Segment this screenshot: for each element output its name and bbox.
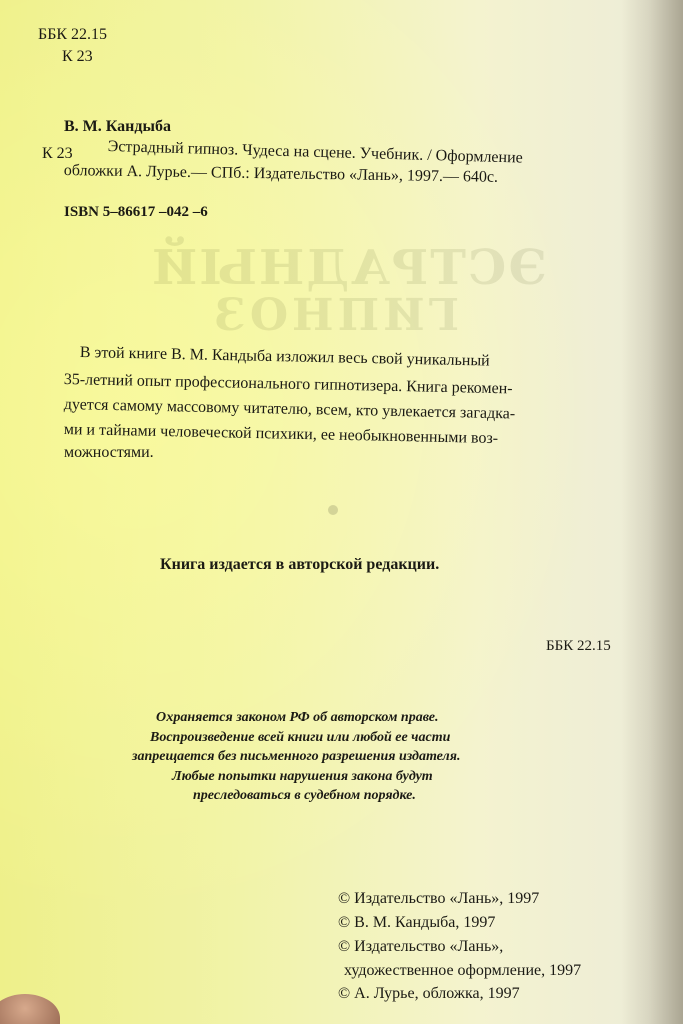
copyright-line-4: художественное оформление, 1997 xyxy=(344,962,582,979)
copyright-line-3: © Издательство «Лань», xyxy=(338,938,504,955)
copyright-notice-line-2: Воспроизведение всей книги или любой ее части xyxy=(150,730,451,745)
annotation-line-2: 35-летний опыт профессионального гипнотизера. Книга рекомен- xyxy=(63,371,513,398)
copyright-notice-line-4: Любые попытки нарушения закона будут xyxy=(172,769,433,784)
copyright-notice-line-1: Охраняется законом РФ об авторском праве. xyxy=(156,710,439,725)
copyright-line-1: © Издательство «Лань», 1997 xyxy=(338,890,540,907)
holding-finger xyxy=(0,994,60,1024)
record-title-line-1: Эстрадный гипноз. Чудеса на сцене. Учебник. / Оформление xyxy=(107,138,523,167)
edition-note: Книга издается в авторской редакции. xyxy=(160,556,440,573)
bleed-through-title-top: ЭСТРАДНЫЙ xyxy=(150,240,547,296)
annotation-line-1: В этой книге В. М. Кандыба изложил весь свой уникальный xyxy=(79,344,490,370)
page-edge-shadow xyxy=(621,0,683,1024)
annotation-line-4: ми и тайнами человеческой психики, ее необыкновенными воз- xyxy=(63,421,499,448)
record-title-line-2: обложки А. Лурье.— СПб.: Издательство «Лань», 1997.— 640с. xyxy=(63,162,499,186)
author-mark-top: К 23 xyxy=(62,48,93,65)
record-author: В. М. Кандыба xyxy=(64,118,171,135)
isbn: ISBN 5–86617 –042 –6 xyxy=(64,204,208,220)
copyright-notice-line-5: преследоваться в судебном порядке. xyxy=(193,788,416,803)
bleed-through-title-bottom: ГИПНОЗ xyxy=(210,290,460,341)
record-mark: К 23 xyxy=(42,145,73,162)
copyright-line-5: © А. Лурье, обложка, 1997 xyxy=(338,985,520,1002)
bleed-through-dot xyxy=(328,505,338,515)
annotation-line-3: дуется самому массовому читателю, всем, кто увлекается загадка- xyxy=(63,396,516,423)
bbk-code-top: ББК 22.15 xyxy=(38,26,108,43)
annotation-line-5: можностями. xyxy=(64,444,154,461)
copyright-line-2: © В. М. Кандыба, 1997 xyxy=(338,914,496,931)
bbk-code-bottom: ББК 22.15 xyxy=(546,638,611,654)
copyright-notice-line-3: запрещается без письменного разрешения издателя. xyxy=(132,749,461,764)
